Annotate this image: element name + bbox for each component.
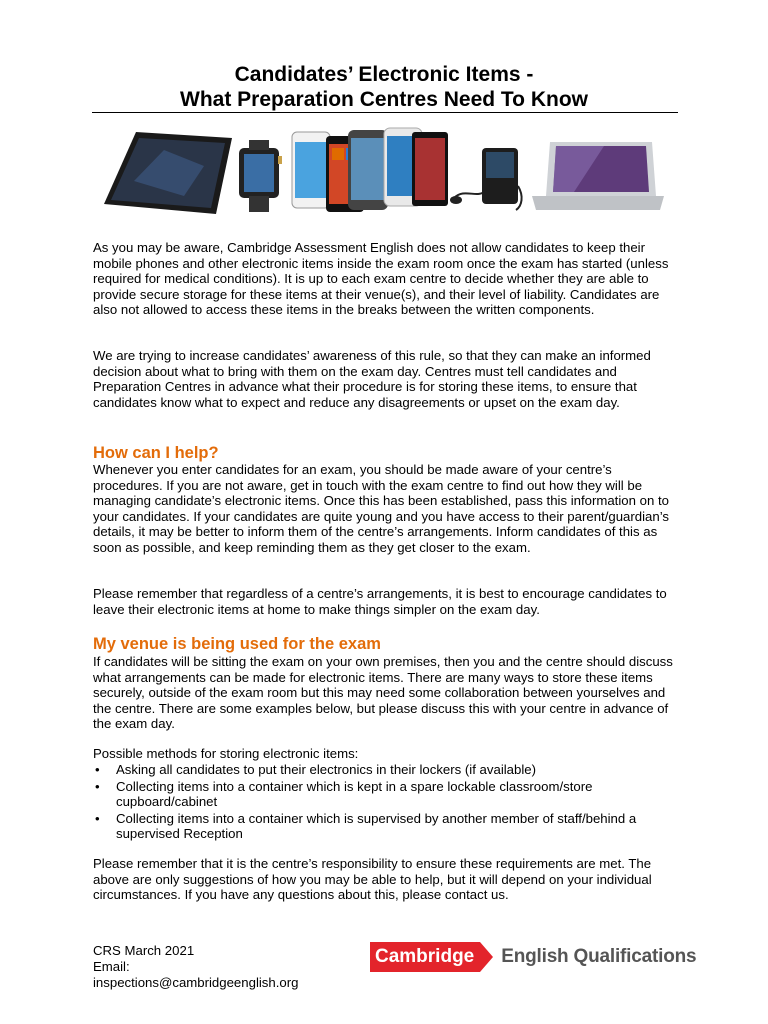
smartphones-icon	[292, 128, 448, 212]
footer-date: CRS March 2021	[93, 943, 195, 958]
footer-info	[93, 943, 298, 991]
list-item: • Asking all candidates to put their electronics in their lockers (if available)	[93, 762, 673, 778]
footer-email-label: Email:	[93, 959, 130, 974]
smartwatch-icon	[239, 140, 282, 212]
venue-paragraph-1: If candidates will be sitting the exam on your own premises, then you and the centre should discuss what arrangements can be made for electronic items. There are many ways to store these items securely, outside of the exam room but this may need some collaboration between yourselves and the centre. There are some examples below, but please discuss this with your centre in advance of the exam day.	[93, 654, 673, 732]
intro-paragraph-1: As you may be aware, Cambridge Assessment English does not allow candidates to keep their mobile phones and other electronic items inside the exam room once the exam has started (unless required for medical conditions). It is up to each exam centre to decide whether they are able to provide secure storage for these items at their venue(s), and their level of liability. Candidates are also not allowed to access these items in the breaks between the written components.	[93, 240, 669, 318]
help-paragraph-2: Please remember that regardless of a centre’s arrangements, it is best to encourage candidates to leave their electronic items at home to make things simpler on the exam day.	[93, 586, 667, 617]
section-heading-my-venue: My venue is being used for the exam	[93, 635, 381, 653]
title-line-2: What Preparation Centres Need To Know	[180, 88, 588, 111]
logo-tagline: English Qualifications	[501, 946, 697, 967]
help-paragraph-1: Whenever you enter candidates for an exam, you should be made aware of your centre’s procedures. If you are not aware, get in touch with the exam centre to find out how they will be managing candidate’s electronic items. Once this has been established, pass this information on to your candidates. If your candidates are quite young and you have access to their parent/guardian’s details, it may be better to inform them of the centre’s arrangements. Inform candidates of this as soon as possible, and keep reminding them as they get closer to the exam.	[93, 462, 669, 555]
closing-paragraph: Please remember that it is the centre’s responsibility to ensure these requirements are met. The above are only suggestions of how you may be able to help, but it will depend on your individual circumstances. If you have any questions about this, please contact us.	[93, 856, 652, 903]
methods-list-intro: Possible methods for storing electronic items:	[93, 746, 359, 761]
title-line-1: Candidates’ Electronic Items -	[234, 63, 534, 86]
list-item: • Collecting items into a container which is supervised by another member of staff/behind a supervised Reception	[93, 811, 673, 842]
title-divider	[92, 112, 678, 113]
cambridge-logo	[370, 942, 696, 972]
section-heading-how-can-i-help: How can I help?	[93, 444, 219, 462]
electronic-devices-illustration	[104, 126, 664, 218]
logo-brand: Cambridge	[370, 942, 480, 972]
list-item: • Collecting items into a container which is kept in a spare lockable classroom/store cupboard/cabinet	[93, 779, 673, 810]
logo-arrow-icon	[480, 942, 493, 972]
tablet-icon	[104, 132, 232, 214]
laptop-icon	[532, 142, 664, 210]
page-title	[0, 62, 768, 112]
intro-paragraph-2: We are trying to increase candidates’ awareness of this rule, so that they can make an informed decision about what to bring with them on the exam day. Centres must tell candidates and Preparation Centres in advance what their procedure is for storing these items, to ensure that candidates know what to expect and reduce any disagreements or upset on the exam day.	[93, 348, 651, 410]
music-player-icon	[450, 148, 522, 210]
footer-email-address[interactable]: inspections@cambridgeenglish.org	[93, 975, 299, 990]
storage-methods-list	[93, 762, 673, 843]
